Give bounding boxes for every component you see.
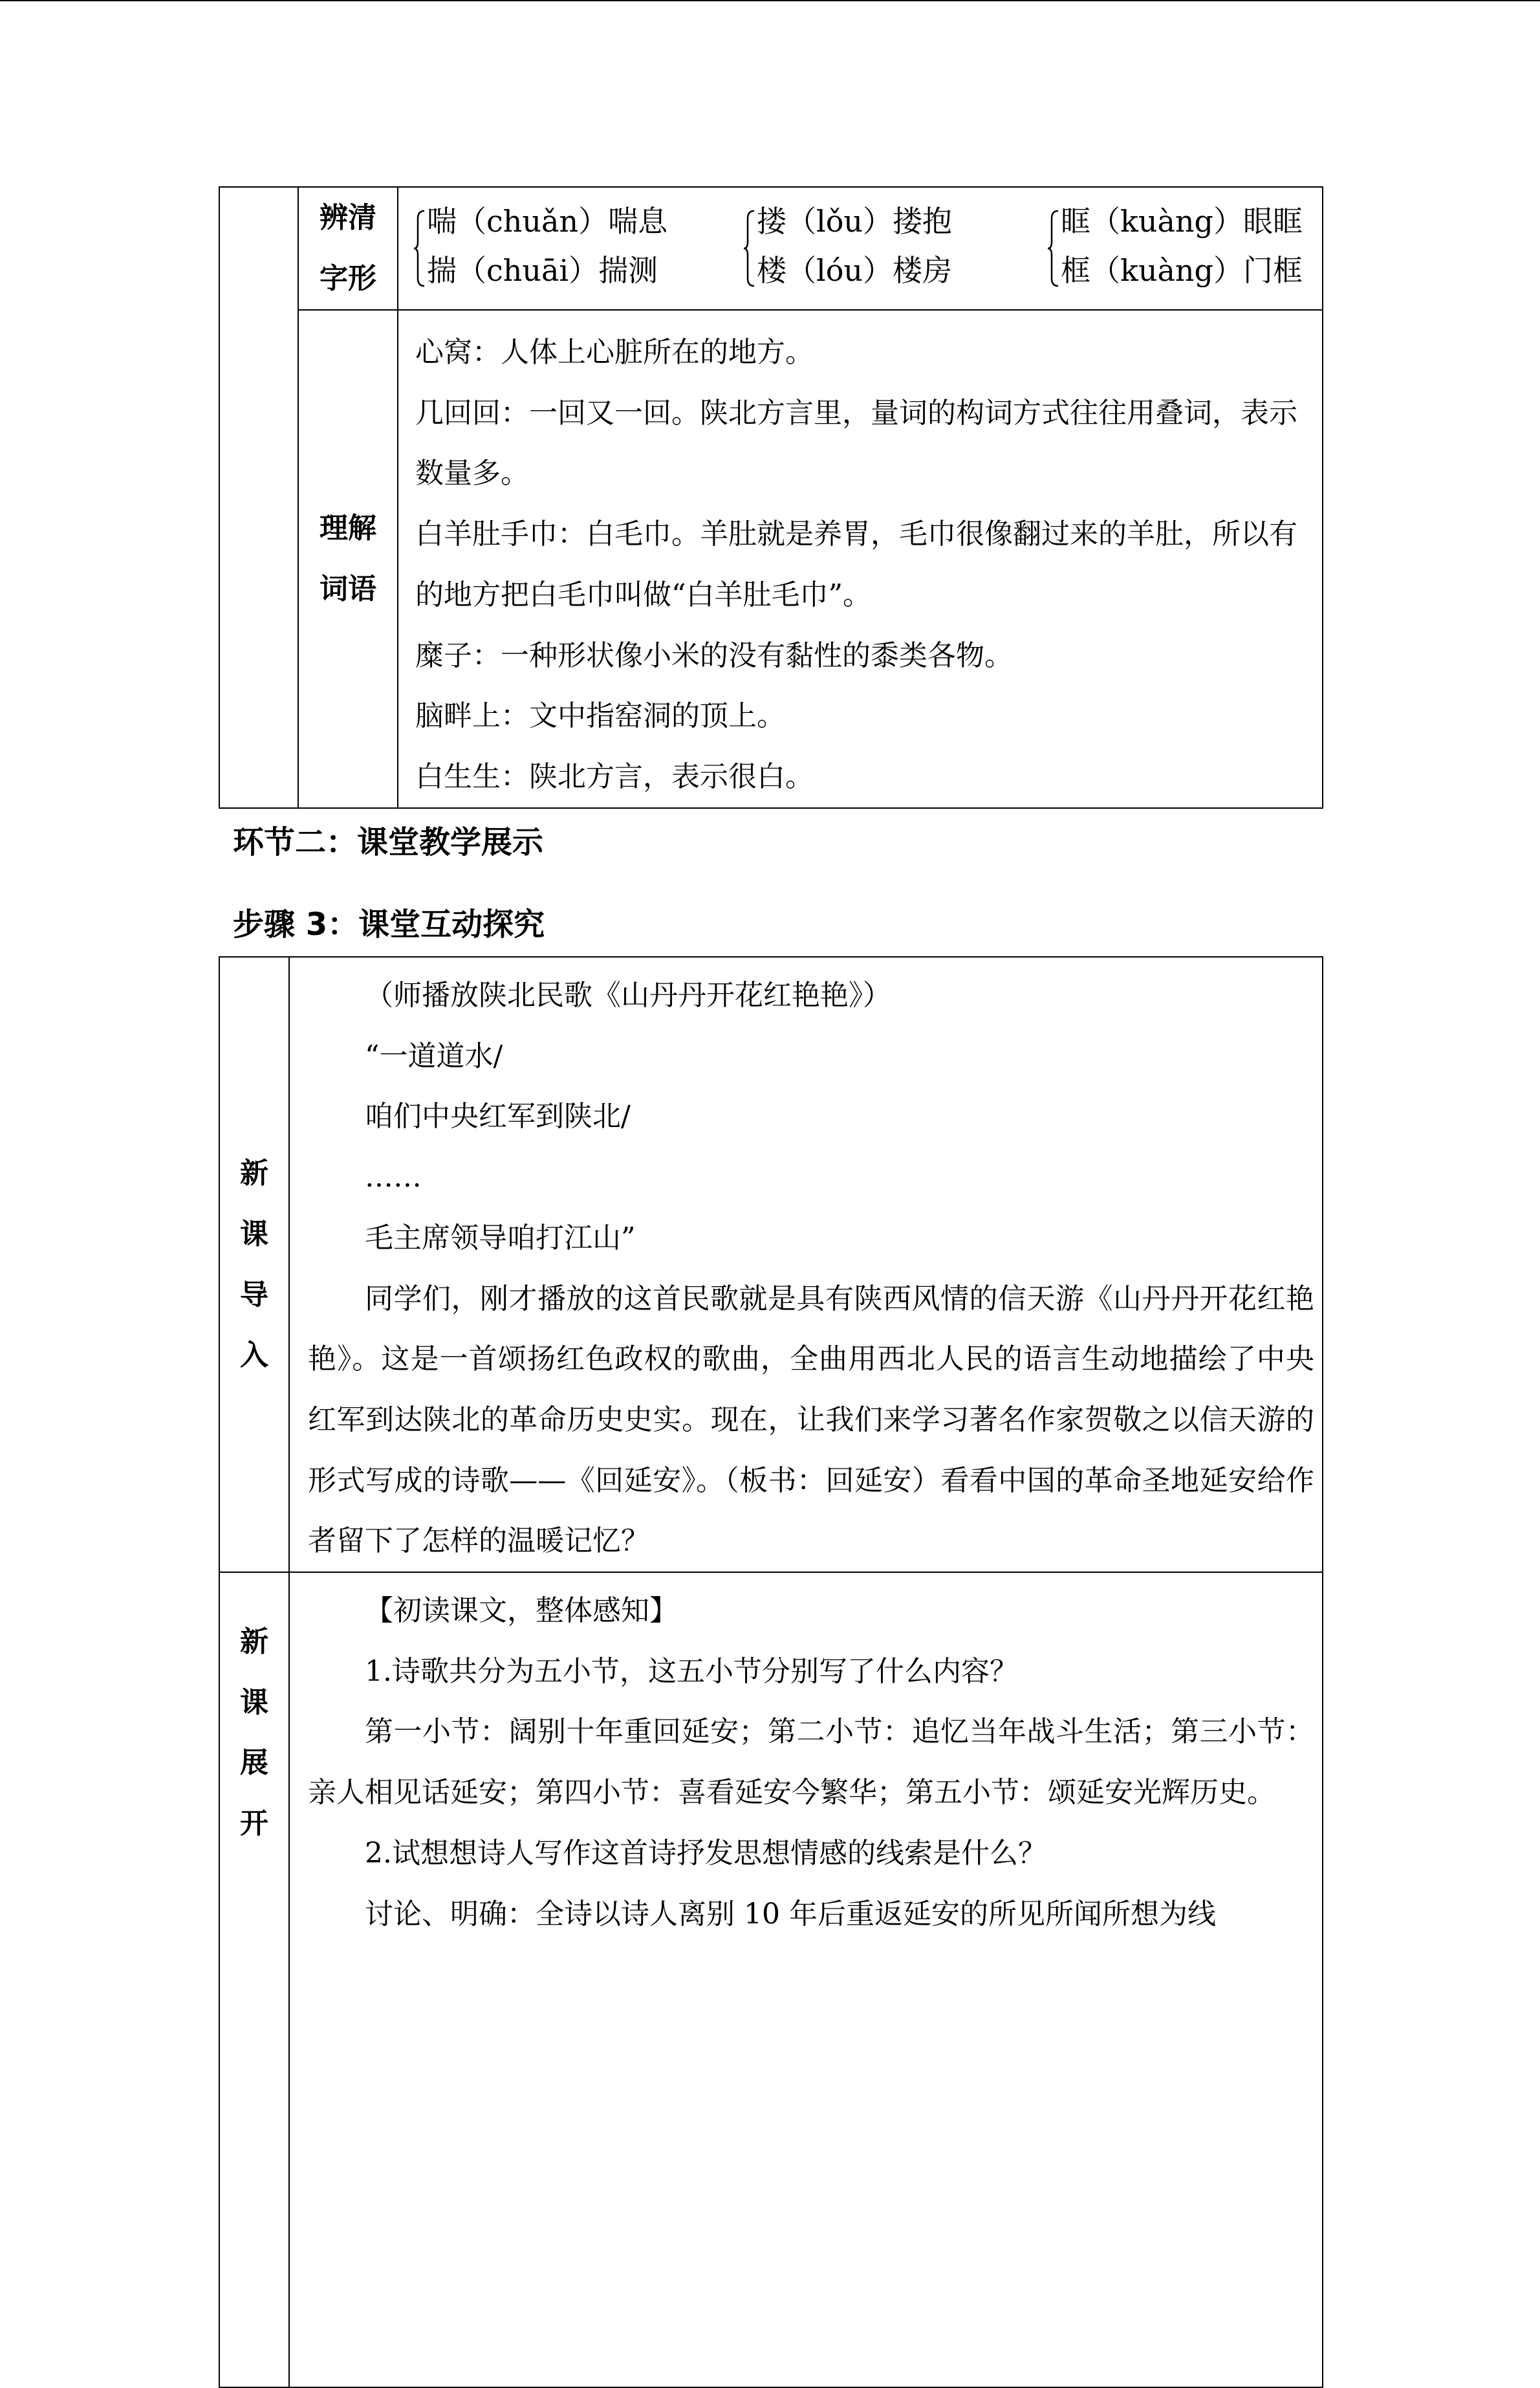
vocab-table xyxy=(219,186,1323,809)
answer: 第一小节：阔别十年重回延安；第二小节：追忆当年战斗生活；第三小节：亲人相见话延安；第四小节：喜看延安今繁华；第五小节：颂延安光辉历史。 xyxy=(308,1715,1314,1810)
text-line: …… xyxy=(365,1161,422,1194)
develop-content xyxy=(289,1572,1323,2387)
word-definitions xyxy=(398,310,1323,808)
text-line: （师播放陕北民歌《山丹丹开花红艳艳》） xyxy=(365,979,891,1012)
label-new-lesson-intro: 新 课 导 入 xyxy=(219,957,289,1572)
paragraph: 同学们，刚才播放的这首民歌就是具有陕西风情的信天游《山丹丹开花红艳艳》。这是一首颂扬红色政权的歌曲，全曲用西北人民的语言生动地描绘了中央红军到达陕北的革命历史史实。现在，让我们来学习著名作家贺敬之以信天游的形式写成的诗歌——《回延安》。（板书：回延安）看看中国的革命圣地延安给作者留下了怎样的温暖记忆？ xyxy=(308,1282,1314,1558)
definition: 心窝：人体上心脏所在的地方。 xyxy=(415,336,814,369)
brace-icon xyxy=(1047,210,1059,287)
step-heading: 步骤 3：课堂互动探究 xyxy=(233,906,545,943)
blank-cell xyxy=(219,187,298,808)
lesson-table xyxy=(219,956,1323,2388)
text-line: 【初读课文，整体感知】 xyxy=(365,1594,678,1628)
label-distinguish-glyphs: 辨清 字形 xyxy=(298,187,398,310)
question: 1.诗歌共分为五小节，这五小节分别写了什么内容？ xyxy=(365,1654,1018,1688)
brace-icon xyxy=(413,210,426,287)
label-new-lesson-develop: 新 课 展 开 xyxy=(219,1572,289,2387)
section-heading: 环节二：课堂教学展示 xyxy=(233,824,544,860)
text-line: 毛主席领导咱打江山” xyxy=(365,1221,636,1254)
definition: 白生生：陕北方言，表示很白。 xyxy=(415,760,814,793)
question: 2.试想想诗人写作这首诗抒发思想情感的线索是什么？ xyxy=(365,1836,1047,1870)
brace-icon xyxy=(743,210,755,287)
intro-content xyxy=(289,957,1323,1572)
answer: 讨论、明确：全诗以诗人离别 10 年后重返延安的所见所闻所想为线 xyxy=(365,1897,1216,1931)
definition: 白羊肚手巾：白毛巾。羊肚就是养胃，毛巾很像翻过来的羊肚，所以有的地方把白毛巾叫做“白羊肚毛巾”。 xyxy=(415,518,1297,611)
text-line: 咱们中央红军到陕北/ xyxy=(365,1100,631,1134)
text-line: “一道道水/ xyxy=(365,1039,503,1073)
top-rule xyxy=(0,0,1540,1)
definition: 糜子：一种形状像小米的没有黏性的黍类各物。 xyxy=(415,639,1013,672)
definition: 脑畔上：文中指窑洞的顶上。 xyxy=(415,699,785,733)
glyph-groups: 喘（chuǎn）喘息 揣（chuāi）揣测 搂（lǒu）搂抱 楼（lóu）楼房 眶（kuàng）眼眶 框（kuàng）门框 xyxy=(398,187,1323,310)
label-understand-words: 理解 词语 xyxy=(298,310,398,808)
definition: 几回回：一回又一回。陕北方言里，量词的构词方式往往用叠词，表示数量多。 xyxy=(415,396,1297,490)
